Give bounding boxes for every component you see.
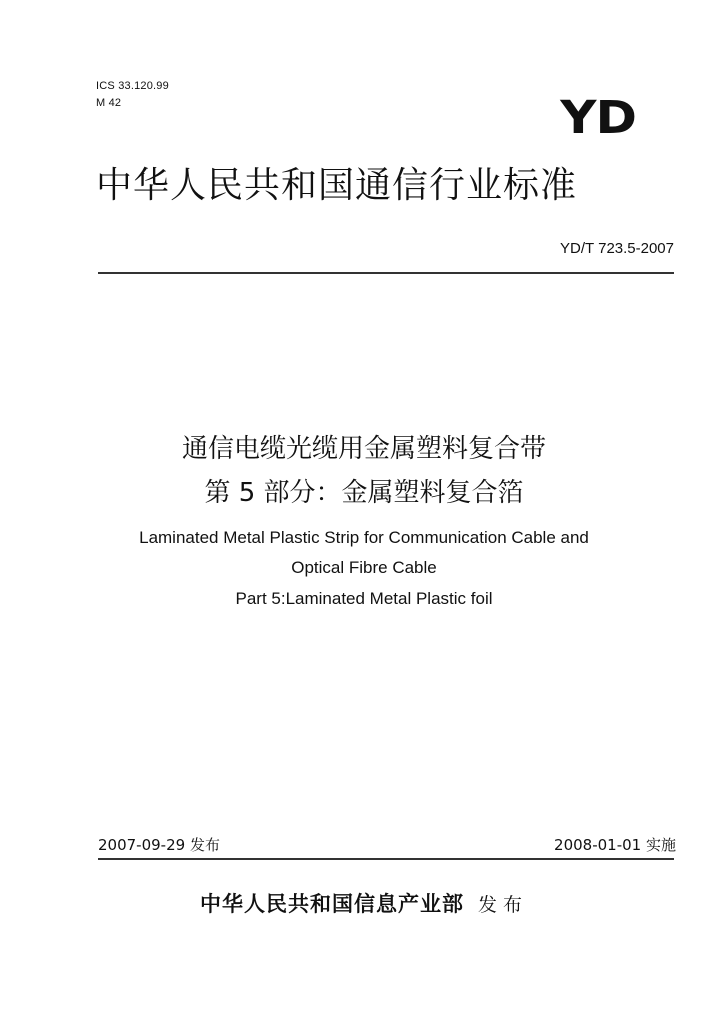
english-title-line-2: Optical Fibre Cable	[291, 558, 437, 577]
ics-code: ICS 33.120.99	[96, 80, 169, 92]
english-title-line-3: Part 5:Laminated Metal Plastic foil	[235, 589, 493, 608]
chinese-title-line-2: 第 5 部分：金属塑料复合箔	[204, 478, 524, 508]
implementation-date: 2008-01-01 实施	[554, 836, 676, 854]
standard-number: YD/T 723.5-2007	[560, 240, 674, 257]
ccs-code: M 42	[96, 97, 122, 109]
issuer-line	[0, 888, 728, 918]
chinese-title-line-1: 通信电缆光缆用金属塑料复合带	[181, 434, 546, 464]
issuer-organization: 中华人民共和国信息产业部	[199, 891, 464, 916]
yd-logo: YD	[560, 91, 636, 144]
issue-date: 2007-09-29 发布	[98, 836, 220, 854]
english-title-line-1: Laminated Metal Plastic Strip for Communication Cable and	[139, 528, 589, 547]
standard-title: 中华人民共和国通信行业标准	[96, 165, 578, 206]
issuer-suffix: 发布	[477, 894, 528, 916]
top-divider	[98, 272, 674, 274]
bottom-divider	[98, 858, 674, 860]
